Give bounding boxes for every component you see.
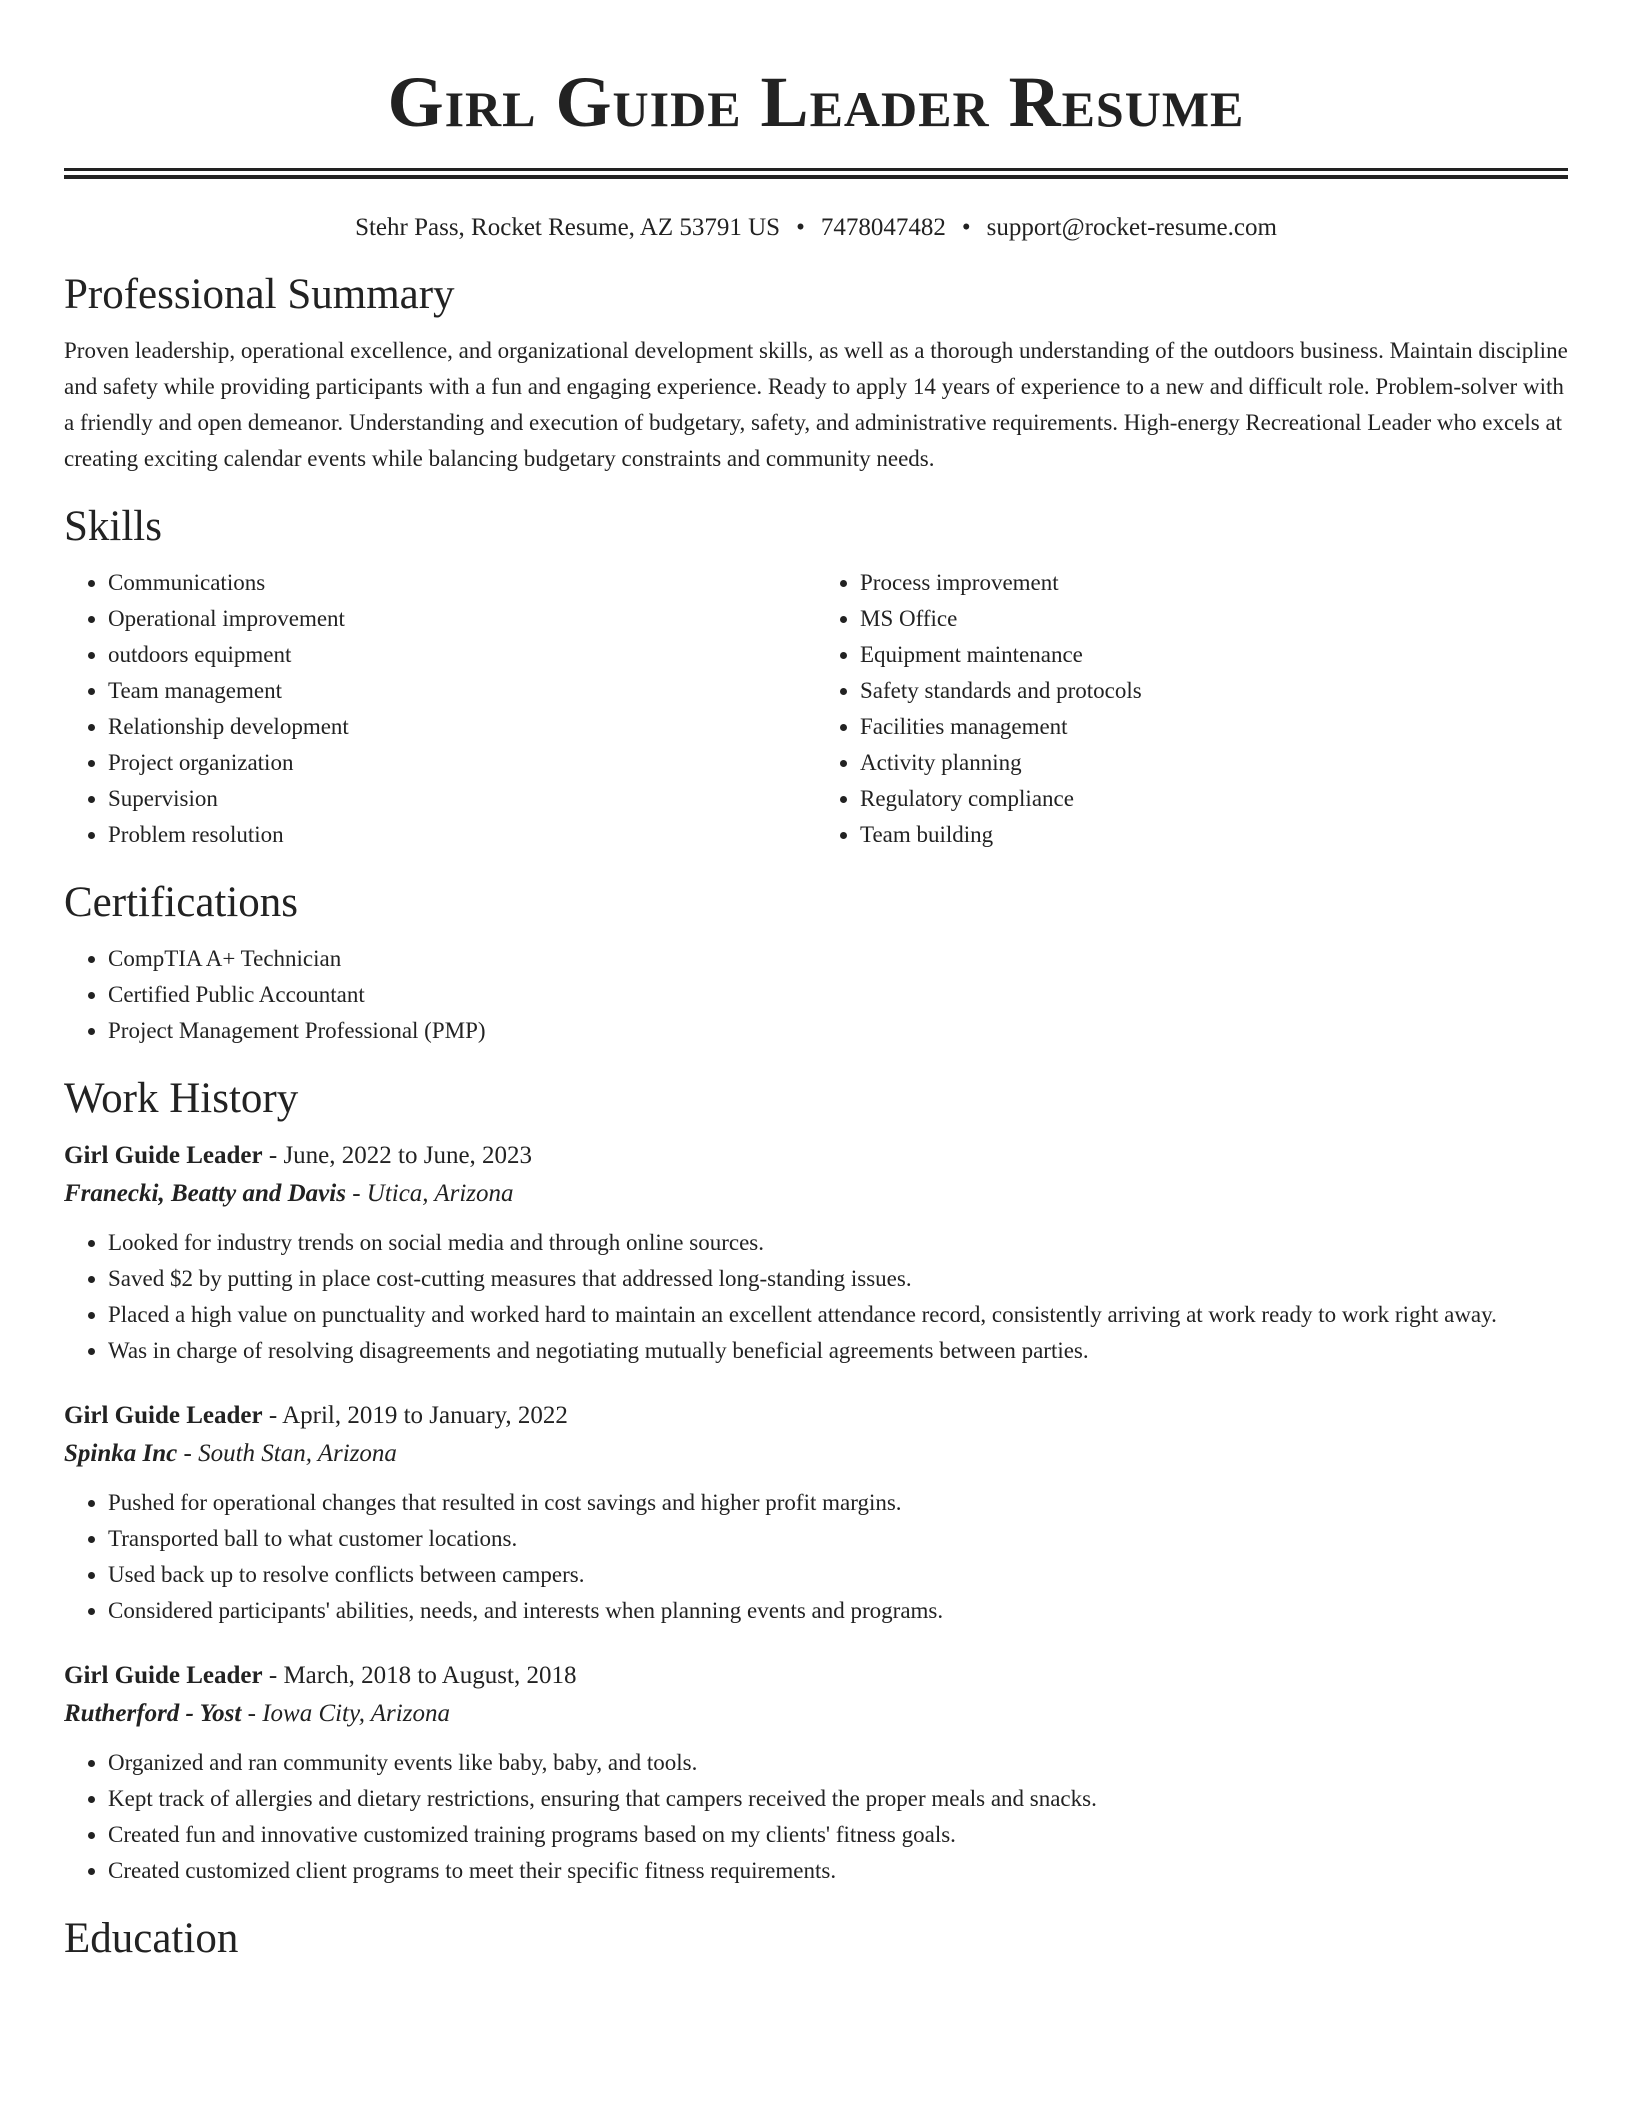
contact-separator: • <box>796 214 805 241</box>
job-company: Spinka Inc <box>64 1440 178 1467</box>
skill-item: • Communications <box>108 565 816 601</box>
certification-item: • Project Management Professional (PMP) <box>108 1013 1568 1049</box>
summary-section <box>64 267 1568 477</box>
job-bullet: • Looked for industry trends on social media and through online sources. <box>108 1225 1568 1261</box>
skill-item: • Relationship development <box>108 709 816 745</box>
skills-section <box>64 499 1568 853</box>
skill-item: • outdoors equipment <box>108 637 816 673</box>
skill-item: • Safety standards and protocols <box>860 673 1568 709</box>
skill-item: • Project organization <box>108 745 816 781</box>
skill-item: • Operational improvement <box>108 601 816 637</box>
job-bullet: • Pushed for operational changes that resulted in cost savings and higher profit margins. <box>108 1485 1568 1521</box>
title-divider <box>64 168 1568 179</box>
skill-item: • Activity planning <box>860 745 1568 781</box>
contact-email: support@rocket-resume.com <box>986 214 1277 241</box>
job-company: Rutherford - Yost <box>64 1700 242 1727</box>
job-role: Girl Guide Leader <box>64 1142 263 1169</box>
education-section <box>64 1911 1568 1967</box>
job-location: Utica, Arizona <box>366 1180 514 1207</box>
summary-heading: Professional Summary <box>64 271 455 318</box>
certifications-heading: Certifications <box>64 879 299 926</box>
summary-text: Proven leadership, operational excellence, and organizational development skills, as well as a thorough understanding of the outdoors business. Maintain discipline and safety while providing participants with a fun and engaging experience. Ready to apply 14 years of experience to a new and difficult role. Problem-solver with a friendly and open demeanor. Understanding and execution of budgetary, safety, and administrative requirements. High-energy Recreational Leader who excels at creating exciting calendar events while balancing budgetary constraints and community needs. <box>64 338 1568 471</box>
page-title: Girl Guide Leader Resume <box>387 62 1245 142</box>
skills-list-right <box>816 565 1568 853</box>
skill-item: • Problem resolution <box>108 817 816 853</box>
skill-item: • MS Office <box>860 601 1568 637</box>
job-bullets <box>64 1485 1568 1629</box>
job-title-line: Girl Guide Leader - April, 2019 to January, 2022 <box>64 1402 568 1429</box>
job-company: Franecki, Beatty and Davis <box>64 1180 346 1207</box>
skill-item: • Team building <box>860 817 1568 853</box>
education-heading: Education <box>64 1915 239 1962</box>
skills-heading: Skills <box>64 503 162 550</box>
skill-item: • Supervision <box>108 781 816 817</box>
job-entry <box>64 1137 1568 1369</box>
job-bullet: • Created fun and innovative customized training programs based on my clients' fitness goals. <box>108 1817 1568 1853</box>
contact-separator: • <box>961 214 971 241</box>
job-bullet: • Transported ball to what customer locations. <box>108 1521 1568 1557</box>
job-bullets <box>64 1745 1568 1889</box>
skills-columns <box>64 565 1568 853</box>
job-title-line: Girl Guide Leader - March, 2018 to August, 2018 <box>64 1662 577 1689</box>
job-bullets <box>64 1225 1568 1369</box>
job-bullet: • Placed a high value on punctuality and worked hard to maintain an excellent attendance record, consistently arriving at work ready to work right away. <box>108 1297 1568 1333</box>
contact-address: Stehr Pass, Rocket Resume, AZ 53791 US <box>355 214 781 241</box>
job-bullet: • Was in charge of resolving disagreements and negotiating mutually beneficial agreements between parties. <box>108 1333 1568 1369</box>
job-company-line: Spinka Inc - South Stan, Arizona <box>64 1440 397 1467</box>
job-bullet: • Organized and ran community events like baby, baby, and tools. <box>108 1745 1568 1781</box>
job-bullet: • Saved $2 by putting in place cost-cutting measures that addressed long-standing issues. <box>108 1261 1568 1297</box>
work-history-heading: Work History <box>64 1075 299 1122</box>
job-location: South Stan, Arizona <box>198 1440 397 1467</box>
job-company-line: Franecki, Beatty and Davis - Utica, Arizona <box>64 1180 514 1207</box>
job-dates: April, 2019 to January, 2022 <box>282 1402 568 1429</box>
certifications-list <box>64 941 1568 1049</box>
job-bullet: • Used back up to resolve conflicts between campers. <box>108 1557 1568 1593</box>
certifications-section <box>64 875 1568 1049</box>
job-role: Girl Guide Leader <box>64 1402 263 1429</box>
job-location: Iowa City, Arizona <box>262 1700 450 1727</box>
certification-item: • Certified Public Accountant <box>108 977 1568 1013</box>
skill-item: • Equipment maintenance <box>860 637 1568 673</box>
job-entry <box>64 1397 1568 1629</box>
job-dates: June, 2022 to June, 2023 <box>283 1142 533 1169</box>
job-bullet: • Considered participants' abilities, needs, and interests when planning events and programs. <box>108 1593 1568 1629</box>
job-dates: March, 2018 to August, 2018 <box>283 1662 577 1689</box>
job-company-line: Rutherford - Yost - Iowa City, Arizona <box>64 1700 450 1727</box>
job-entry <box>64 1657 1568 1889</box>
skill-item: • Facilities management <box>860 709 1568 745</box>
contact-phone: 7478047482 <box>820 214 946 241</box>
skill-item: • Team management <box>108 673 816 709</box>
contact-line <box>64 211 1568 245</box>
skill-item: • Process improvement <box>860 565 1568 601</box>
job-role: Girl Guide Leader <box>64 1662 263 1689</box>
work-history-section <box>64 1071 1568 1889</box>
skills-list-left <box>64 565 816 853</box>
job-title-line: Girl Guide Leader - June, 2022 to June, 2023 <box>64 1142 533 1169</box>
certification-item: • CompTIA A+ Technician <box>108 941 1568 977</box>
job-bullet: • Created customized client programs to meet their specific fitness requirements. <box>108 1853 1568 1889</box>
job-bullet: • Kept track of allergies and dietary restrictions, ensuring that campers received the proper meals and snacks. <box>108 1781 1568 1817</box>
skill-item: • Regulatory compliance <box>860 781 1568 817</box>
